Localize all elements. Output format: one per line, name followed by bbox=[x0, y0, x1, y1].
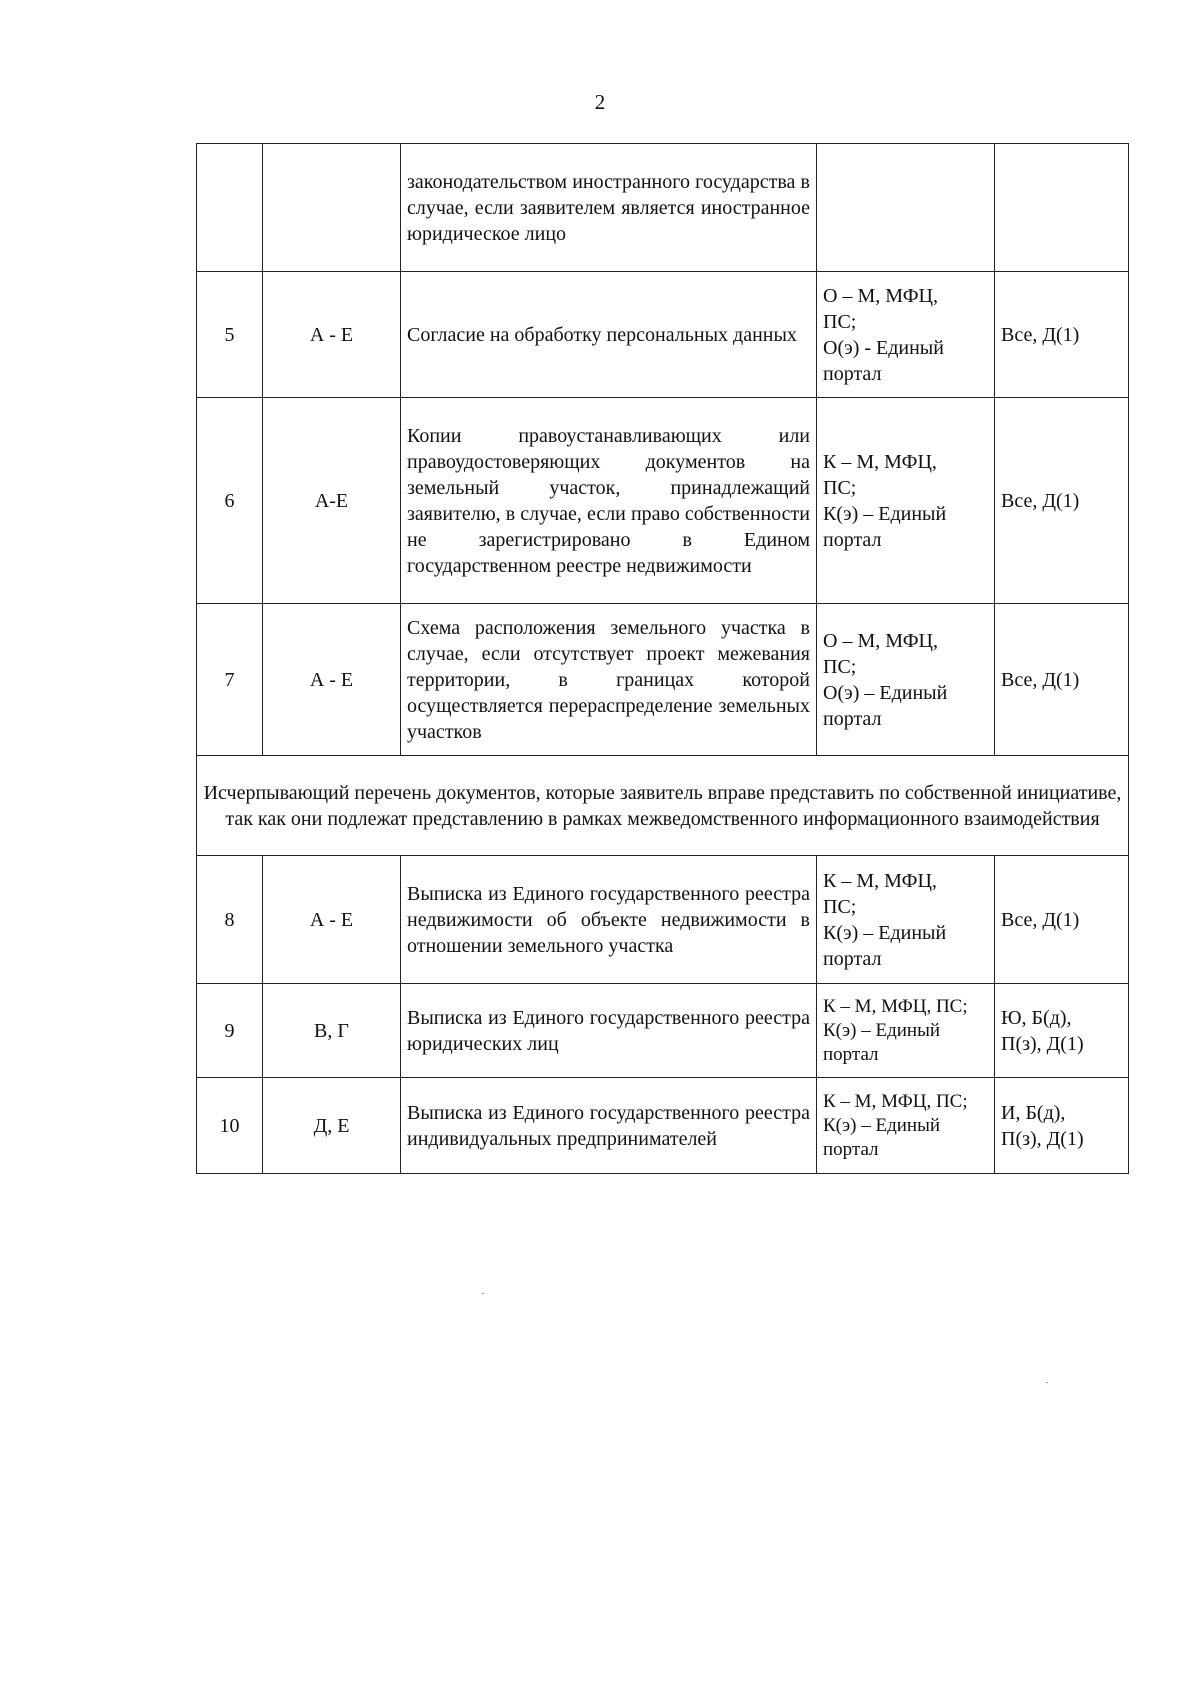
submission-line: К(э) – Единый bbox=[823, 921, 947, 944]
applicant-category: Д, Е bbox=[263, 1078, 401, 1174]
document-name: законодательством иностранного государства в случае, если заявителем является иностранное юридическое лицо bbox=[401, 144, 817, 272]
document-name: Выписка из Единого государственного реестра недвижимости об объекте недвижимости в отношении земельного участка bbox=[401, 856, 817, 984]
submission-line: К(э) – Единый bbox=[823, 1019, 941, 1041]
submission-line: портал bbox=[823, 707, 882, 730]
row-number: 10 bbox=[197, 1078, 263, 1174]
submission-line: К – М, МФЦ, ПС; bbox=[823, 995, 968, 1017]
document-name: Копии правоустанавливающих или правоудостоверяющих документов на земельный участок, принадлежащий заявителю, в случае, если право собственности не зарегистрировано в Едином государственном реестре недвижимости bbox=[401, 398, 817, 604]
submission-line: К – М, МФЦ, ПС; bbox=[823, 1090, 968, 1112]
documents-table bbox=[196, 143, 1129, 1174]
submission-line: К(э) – Единый bbox=[823, 1114, 941, 1136]
row-number: 8 bbox=[197, 856, 263, 984]
row-number bbox=[197, 144, 263, 272]
page-number: 2 bbox=[594, 90, 606, 114]
submission-line: О – М, МФЦ, bbox=[823, 284, 938, 307]
submission-line: портал bbox=[823, 362, 882, 385]
scan-speck bbox=[1046, 1382, 1048, 1383]
applicant-types bbox=[995, 856, 1129, 984]
row-number: 7 bbox=[197, 604, 263, 756]
submission-line: К(э) – Единый bbox=[823, 502, 947, 525]
table-row bbox=[197, 984, 1129, 1078]
document-name: Выписка из Единого государственного реестра юридических лиц bbox=[401, 984, 817, 1078]
applicant-types-line: Все, Д(1) bbox=[1001, 908, 1080, 931]
table-row bbox=[197, 856, 1129, 984]
submission-line: ПС; bbox=[823, 310, 857, 333]
submission-line: ПС; bbox=[823, 895, 857, 918]
row-number: 5 bbox=[197, 272, 263, 398]
row-number: 6 bbox=[197, 398, 263, 604]
submission-method bbox=[817, 604, 995, 756]
submission-line: портал bbox=[823, 1043, 879, 1065]
applicant-types: Все, Д(1) bbox=[995, 604, 1129, 756]
submission-method bbox=[817, 144, 995, 272]
table-row bbox=[197, 1078, 1129, 1174]
submission-line: К – М, МФЦ, bbox=[823, 869, 937, 892]
submission-line: К – М, МФЦ, bbox=[823, 450, 937, 473]
submission-method bbox=[817, 856, 995, 984]
applicant-types-line: П(з), Д(1) bbox=[1001, 1032, 1084, 1055]
applicant-types: Все, Д(1) bbox=[995, 272, 1129, 398]
document-name: Схема расположения земельного участка в случае, если отсутствует проект межевания территории, в границах которой осуществляется перераспределение земельных участков bbox=[401, 604, 817, 756]
submission-line: ПС; bbox=[823, 655, 857, 678]
applicant-types-line: Ю, Б(д), bbox=[1001, 1006, 1072, 1029]
applicant-types bbox=[995, 1078, 1129, 1174]
applicant-category: А-Е bbox=[263, 398, 401, 604]
submission-method bbox=[817, 1078, 995, 1174]
applicant-types: Все, Д(1) bbox=[995, 398, 1129, 604]
submission-line: О(э) – Единый bbox=[823, 681, 948, 704]
applicant-category: В, Г bbox=[263, 984, 401, 1078]
applicant-category bbox=[263, 144, 401, 272]
applicant-category: А - Е bbox=[263, 604, 401, 756]
submission-line: О – М, МФЦ, bbox=[823, 629, 938, 652]
section-header: Исчерпывающий перечень документов, которые заявитель вправе представить по собственной инициативе, так как они подлежат представлению в рамках межведомственного информационного взаимодействия bbox=[197, 756, 1129, 856]
submission-line: ПС; bbox=[823, 476, 857, 499]
table-row bbox=[197, 144, 1129, 272]
applicant-types bbox=[995, 984, 1129, 1078]
applicant-types bbox=[995, 144, 1129, 272]
document-name: Согласие на обработку персональных данных bbox=[401, 272, 817, 398]
submission-line: портал bbox=[823, 947, 882, 970]
document-name: Выписка из Единого государственного реестра индивидуальных предпринимателей bbox=[401, 1078, 817, 1174]
applicant-category: А - Е bbox=[263, 272, 401, 398]
table-row bbox=[197, 272, 1129, 398]
scan-speck bbox=[482, 1293, 484, 1294]
applicant-category: А - Е bbox=[263, 856, 401, 984]
submission-line: портал bbox=[823, 1138, 879, 1160]
submission-line: портал bbox=[823, 528, 882, 551]
table-row bbox=[197, 398, 1129, 604]
submission-method bbox=[817, 984, 995, 1078]
submission-method bbox=[817, 272, 995, 398]
submission-method bbox=[817, 398, 995, 604]
table-row bbox=[197, 604, 1129, 756]
applicant-types-line: И, Б(д), bbox=[1001, 1101, 1066, 1124]
row-number: 9 bbox=[197, 984, 263, 1078]
submission-line: О(э) - Единый bbox=[823, 336, 944, 359]
section-header-row bbox=[197, 756, 1129, 856]
applicant-types-line: П(з), Д(1) bbox=[1001, 1127, 1084, 1150]
